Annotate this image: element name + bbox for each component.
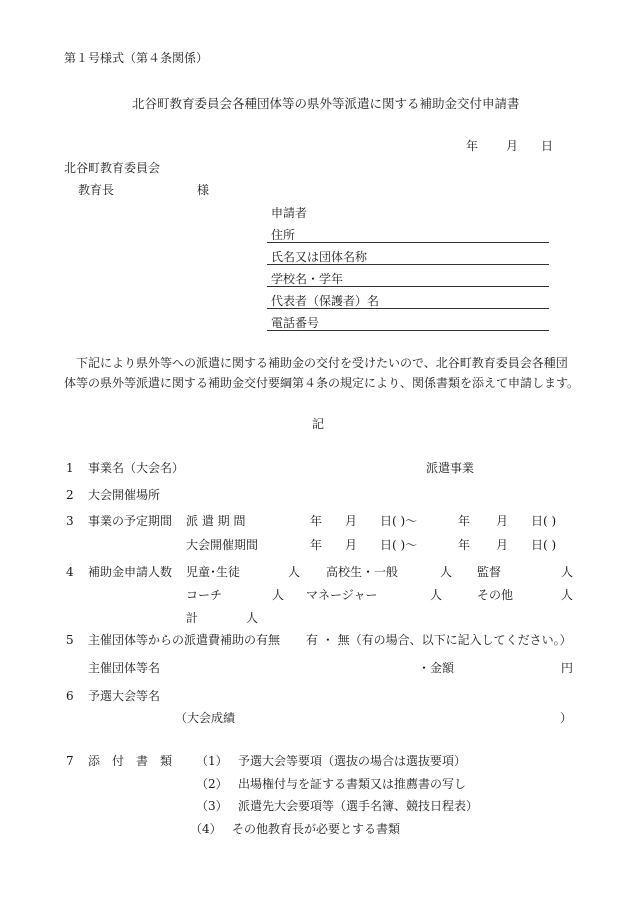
item3-row1-day2: 日( ) bbox=[531, 514, 557, 528]
item1-label: 事業名（大会名） bbox=[88, 461, 185, 475]
count-total-unit: 人 bbox=[246, 611, 259, 625]
item4-number: 4 bbox=[66, 565, 74, 579]
representative-underline bbox=[267, 308, 549, 309]
count-team-manager-unit: 人 bbox=[430, 588, 443, 602]
item3-row1-month2: 月 bbox=[496, 514, 509, 528]
item3-row2-month2: 月 bbox=[496, 538, 509, 552]
item5-yen: 円 bbox=[561, 661, 574, 675]
addressee-org: 北谷町教育委員会 bbox=[64, 161, 161, 175]
count-students-label: 児童･生徒 bbox=[186, 565, 241, 579]
item3-row2-year2: 年 bbox=[458, 538, 471, 552]
item2-label: 大会開催場所 bbox=[88, 488, 161, 502]
count-coach-label: コーチ bbox=[186, 588, 223, 602]
phone-underline bbox=[267, 330, 549, 331]
count-students-unit: 人 bbox=[288, 565, 301, 579]
item5-label: 主催団体等からの派遣費補助の有無 bbox=[88, 633, 281, 647]
item3-row2-sub: 大会開催期間 bbox=[186, 538, 259, 552]
count-team-manager-label: マネージャー bbox=[306, 588, 378, 602]
doc2-number: （2） bbox=[196, 777, 228, 791]
count-manager-unit: 人 bbox=[561, 565, 574, 579]
ki-heading: 記 bbox=[312, 417, 325, 431]
item3-row1-month1: 月 bbox=[345, 514, 358, 528]
addressee-honorific: 様 bbox=[197, 183, 210, 197]
date-year: 年 bbox=[466, 139, 479, 153]
item3-row1-year1: 年 bbox=[310, 514, 323, 528]
item6-result-close: ） bbox=[560, 711, 573, 725]
name-underline bbox=[267, 264, 549, 265]
item6-number: 6 bbox=[66, 689, 74, 703]
addressee-person: 教育長 bbox=[78, 183, 115, 197]
applicant-field-address[interactable]: 住所 bbox=[271, 228, 296, 242]
item1-right: 派遣事業 bbox=[426, 461, 475, 475]
doc1-number: （1） bbox=[196, 754, 228, 768]
count-total-label: 計 bbox=[186, 611, 199, 625]
count-other-unit: 人 bbox=[561, 588, 574, 602]
applicant-field-representative[interactable]: 代表者（保護者）名 bbox=[271, 294, 380, 308]
item4-label: 補助金申請人数 bbox=[88, 565, 173, 579]
item3-row1-year2: 年 bbox=[458, 514, 471, 528]
item5-choice[interactable]: 有 ・ 無（有の場合、以下に記入してください。） bbox=[306, 633, 572, 647]
item3-row2-year1: 年 bbox=[310, 538, 323, 552]
item5-org-label: 主催団体等名 bbox=[88, 661, 161, 675]
doc3-text: 派遣先大会要項等（選手名簿、競技日程表） bbox=[238, 799, 479, 813]
address-underline bbox=[267, 242, 549, 243]
count-other-label: その他 bbox=[477, 588, 514, 602]
date-day: 日 bbox=[541, 139, 554, 153]
item7-label: 添 付 書 類 bbox=[88, 754, 173, 768]
doc4-number: （4） bbox=[190, 822, 222, 836]
body-text-line1: 下記により県外等への派遣に関する補助金の交付を受けたいので、北谷町教育委員会各種団 bbox=[76, 356, 568, 370]
item6-result-open: （大会成績 bbox=[175, 711, 236, 725]
applicant-field-name[interactable]: 氏名又は団体名称 bbox=[271, 250, 368, 264]
doc2-text: 出場権付与を証する書類又は推薦書の写し bbox=[238, 777, 467, 791]
item3-row2-day1: 日( )～ bbox=[380, 538, 418, 552]
applicant-heading: 申請者 bbox=[271, 206, 308, 220]
item5-number: 5 bbox=[66, 633, 74, 647]
item1-number: 1 bbox=[66, 461, 74, 475]
page-title: 北谷町教育委員会各種団体等の県外等派遣に関する補助金交付申請書 bbox=[132, 96, 520, 111]
doc3-number: （3） bbox=[196, 799, 228, 813]
item2-number: 2 bbox=[66, 488, 74, 502]
count-coach-unit: 人 bbox=[272, 588, 285, 602]
date-month: 月 bbox=[506, 139, 519, 153]
applicant-field-school[interactable]: 学校名・学年 bbox=[271, 272, 344, 286]
count-manager-label: 監督 bbox=[477, 565, 502, 579]
item3-row1-sub: 派 遣 期 間 bbox=[186, 514, 246, 528]
item3-number: 3 bbox=[66, 514, 74, 528]
item3-label: 事業の予定期間 bbox=[88, 514, 173, 528]
item3-row2-day2: 日( ) bbox=[531, 538, 557, 552]
item3-row2-month1: 月 bbox=[345, 538, 358, 552]
item3-row1-day1: 日( )～ bbox=[380, 514, 418, 528]
applicant-field-phone[interactable]: 電話番号 bbox=[271, 316, 320, 330]
item5-amount-label: ・金額 bbox=[418, 661, 455, 675]
item6-label: 予選大会等名 bbox=[88, 689, 161, 703]
form-number: 第１号様式（第４条関係） bbox=[64, 51, 209, 65]
doc1-text: 予選大会等要項（選抜の場合は選抜要項） bbox=[238, 754, 467, 768]
count-highschool-label: 高校生・一般 bbox=[326, 565, 399, 579]
count-highschool-unit: 人 bbox=[440, 565, 453, 579]
body-text-line2: 体等の県外等派遣に関する補助金交付要綱第４条の規定により、関係書類を添えて申請します。 bbox=[64, 376, 580, 390]
doc4-text: その他教育長が必要とする書類 bbox=[232, 822, 401, 836]
school-underline bbox=[267, 286, 549, 287]
item7-number: 7 bbox=[66, 754, 74, 768]
